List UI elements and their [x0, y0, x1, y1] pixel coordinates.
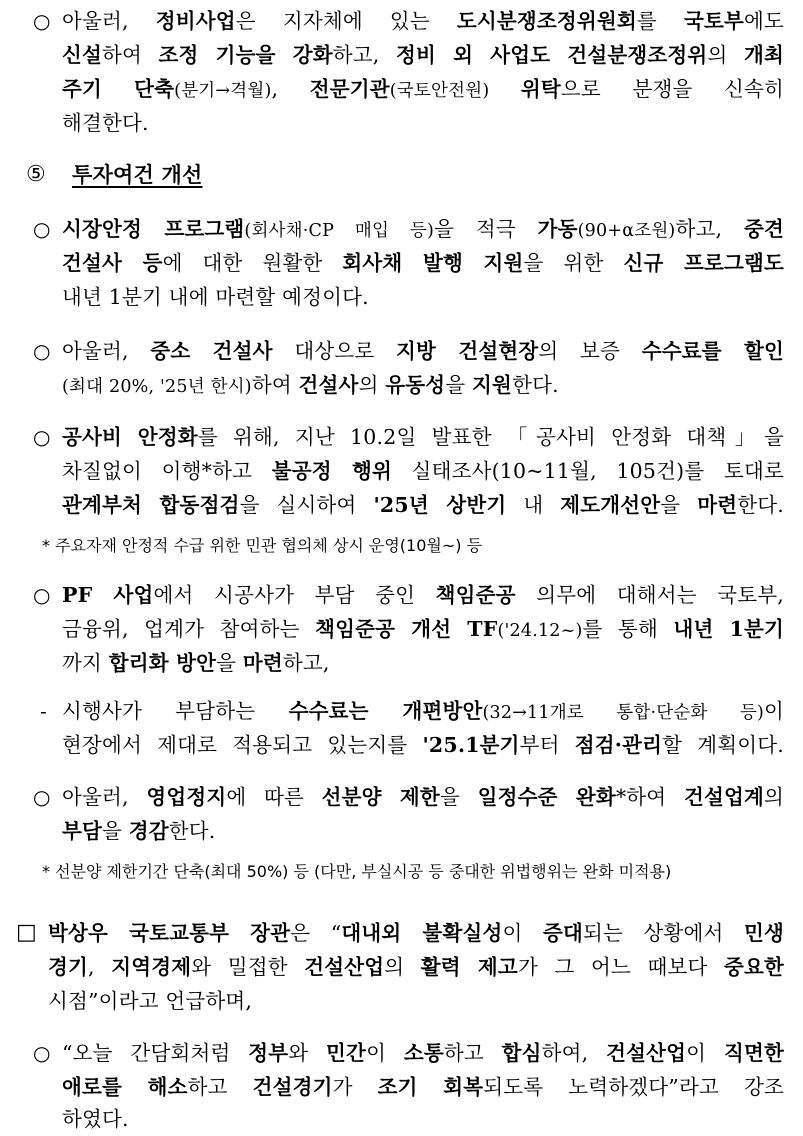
text-line: 경기, 지역경제와 밀접한 건설산업의 활력 제고가 그 어느 때보다 중요한	[48, 955, 784, 979]
text-line: 부담을 경감한다.	[62, 819, 216, 843]
text-line: 금융위, 업계가 참여하는 책임준공 개선 TF('24.12~)를 통해 내년 1분기	[62, 617, 784, 641]
text-line: 현장에서 제대로 적용되고 있는지를 '25.1분기부터 점검·관리할 계획이다.	[62, 733, 784, 757]
text-line: 차질없이 이행*하고 불공정 행위 실태조사(10~11월, 105건)를 토대로	[62, 459, 784, 483]
text-line: 아울러, 영업정지에 따른 선분양 제한을 일정수준 완화*하여 건설업계의	[62, 785, 784, 809]
circle-bullet-icon: ○	[33, 583, 51, 607]
circle-bullet-icon: ○	[33, 1041, 51, 1065]
text-line: (최대 20%, '25년 한시)하여 건설사의 유동성을 지원한다.	[62, 373, 559, 397]
text-line: 까지 합리화 방안을 마련하고,	[62, 651, 330, 675]
text-line: “오늘 간담회처럼 정부와 민간이 소통하고 합심하여, 건설산업이 직면한	[62, 1041, 784, 1065]
circle-bullet-icon: ○	[33, 339, 51, 363]
heading-title: 투자여건 개선	[72, 162, 203, 187]
circle-bullet-icon: ○	[33, 9, 51, 33]
text-line: 시점”이라고 언급하며,	[48, 989, 253, 1013]
text-line: 해결한다.	[62, 111, 149, 135]
text-line: 관계부처 합동점검을 실시하여 '25년 상반기 내 제도개선안을 마련한다.	[62, 493, 784, 517]
text-line: 시행사가 부담하는 수수료는 개편방안(32→11개로 통합·단순화 등)이	[62, 699, 784, 723]
footnote: * 주요자재 안정적 수급 위한 민관 협의체 상시 운영(10월~) 등	[42, 536, 483, 555]
text-line: 공사비 안정화를 위해, 지난 10.2일 발표한 「공사비 안정화 대책」을	[62, 425, 784, 449]
text-line: 건설사 등에 대한 원활한 회사채 발행 지원을 위한 신규 프로그램도	[62, 251, 785, 275]
text-line: 내년 1분기 내에 마련할 예정이다.	[62, 285, 369, 309]
text-line: 시장안정 프로그램(회사채·CP 매입 등)을 적극 가동(90+α조원)하고, 중견	[62, 217, 784, 241]
text-line: 주기 단축(분기→격월), 전문기관(국토안전원) 위탁으로 분쟁을 신속히	[62, 77, 784, 101]
dash-bullet-icon: -	[40, 699, 47, 723]
circle-bullet-icon: ○	[33, 425, 51, 449]
text-line: 박상우 국토교통부 장관은 “대내외 불확실성이 증대되는 상황에서 민생	[48, 921, 784, 945]
text-line: 아울러, 중소 건설사 대상으로 지방 건설현장의 보증 수수료를 할인	[62, 339, 785, 363]
text-line: 아울러, 정비사업은 지자체에 있는 도시분쟁조정위원회를 국토부에도	[62, 9, 784, 33]
text-line: 신설하여 조정 기능을 강화하고, 정비 외 사업도 건설분쟁조정위의 개최	[62, 43, 784, 67]
text-line: 애로를 해소하고 건설경기가 조기 회복되도록 노력하겠다”라고 강조	[62, 1075, 784, 1099]
text-line: PF 사업에서 시공사가 부담 중인 책임준공 의무에 대해서는 국토부,	[62, 583, 784, 607]
circled-five-icon: ⑤	[26, 162, 46, 187]
text-line: 하였다.	[62, 1107, 129, 1131]
square-bullet-icon: □	[16, 920, 37, 945]
circle-bullet-icon: ○	[33, 217, 51, 241]
footnote: * 선분양 제한기간 단축(최대 50%) 등 (다만, 부실시공 등 중대한 위법행위는 완화 미적용)	[42, 862, 672, 881]
circle-bullet-icon: ○	[33, 785, 51, 809]
